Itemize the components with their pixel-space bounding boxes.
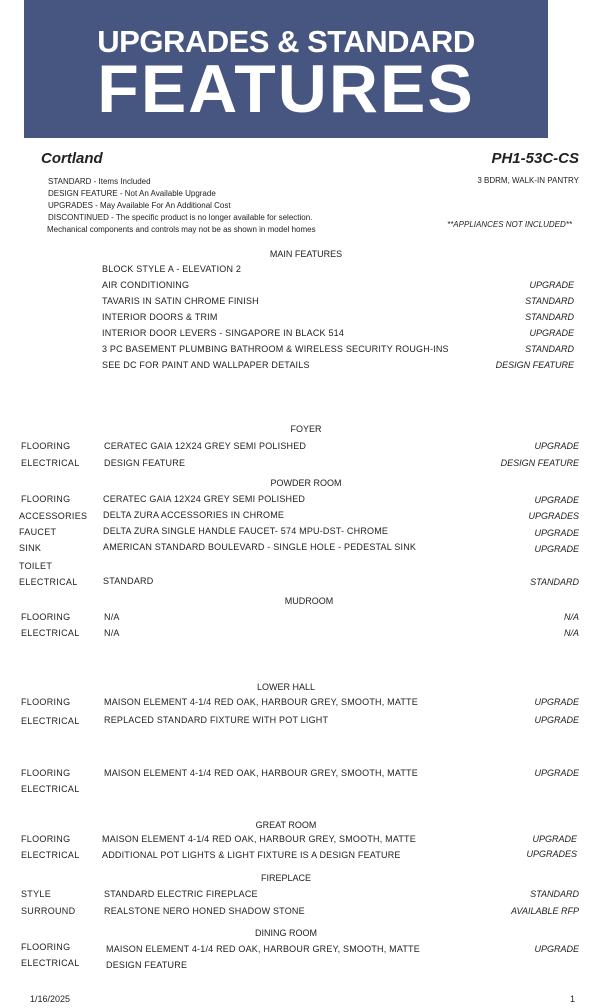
row-category: SURROUND (21, 906, 76, 916)
row-category: FLOORING (21, 697, 71, 707)
row-status: UPGRADE (534, 944, 579, 954)
row-category: ELECTRICAL (21, 716, 80, 726)
feature-desc: AIR CONDITIONING (102, 280, 190, 290)
feature-status: STANDARD (525, 312, 574, 322)
section-title-great-room: GREAT ROOM (255, 820, 317, 830)
page-number: 1 (569, 994, 575, 1004)
row-category: FLOORING (21, 494, 71, 504)
legend-standard: STANDARD - Items Included (48, 177, 151, 186)
row-desc: ADDITIONAL POT LIGHTS & LIGHT FIXTURE IS A DESIGN FEATURE (102, 850, 401, 860)
row-desc: STANDARD ELECTRIC FIREPLACE (104, 889, 258, 899)
row-desc: REALSTONE NERO HONED SHADOW STONE (104, 906, 305, 916)
row-status: UPGRADE (534, 495, 579, 505)
legend-discontinued: DISCONTINUED - The specific product is no longer available for selection. (48, 213, 313, 222)
section-title-powder-room: POWDER ROOM (270, 478, 342, 488)
row-category: ELECTRICAL (21, 628, 80, 638)
row-status: AVAILABLE RFP (510, 906, 579, 916)
model-description: 3 BDRM, WALK-IN PANTRY (477, 176, 579, 185)
row-category: FLOORING (21, 834, 71, 844)
row-status: UPGRADES (528, 511, 579, 521)
feature-desc: BLOCK STYLE A - ELEVATION 2 (102, 264, 242, 274)
row-category: STYLE (21, 889, 52, 899)
row-status: UPGRADE (534, 544, 579, 554)
row-desc: MAISON ELEMENT 4-1/4 RED OAK, HARBOUR GREY, SMOOTH, MATTE (102, 834, 416, 844)
row-desc: CERATEC GAIA 12X24 GREY SEMI POLISHED (103, 494, 306, 504)
row-desc: REPLACED STANDARD FIXTURE WITH POT LIGHT (104, 715, 329, 725)
row-category: SINK (19, 543, 42, 553)
row-status: UPGRADE (534, 528, 579, 538)
feature-status: UPGRADE (529, 328, 574, 338)
banner-line-1: UPGRADES & STANDARD (97, 24, 475, 59)
row-status: STANDARD (530, 577, 579, 587)
section-title-fireplace: FIREPLACE (260, 873, 311, 883)
section-title-foyer: FOYER (290, 424, 322, 434)
row-desc: DELTA ZURA ACCESSORIES IN CHROME (103, 510, 285, 520)
row-status: N/A (563, 628, 579, 638)
row-desc: AMERICAN STANDARD BOULEVARD - SINGLE HOLE - PEDESTAL SINK (103, 542, 417, 552)
row-desc: STANDARD (103, 576, 154, 586)
row-status: UPGRADE (532, 834, 577, 844)
row-status: UPGRADES (526, 849, 577, 859)
feature-status: UPGRADE (529, 280, 574, 290)
row-category: TOILET (19, 561, 53, 571)
banner-line-2: FEATURES (97, 51, 475, 127)
row-category: ELECTRICAL (21, 458, 80, 468)
title-banner (24, 0, 548, 138)
row-desc: MAISON ELEMENT 4-1/4 RED OAK, HARBOUR GREY, SMOOTH, MATTE (104, 768, 418, 778)
row-status: UPGRADE (534, 768, 579, 778)
section-title-main-features: MAIN FEATURES (269, 249, 343, 259)
section-title-dining-room: DINING ROOM (255, 928, 317, 938)
row-category: FAUCET (19, 527, 57, 537)
section-title-mudroom: MUDROOM (284, 596, 334, 606)
legend-mechanical-note: Mechanical components and controls may not be as shown in model homes (47, 225, 316, 234)
row-category: ELECTRICAL (21, 850, 80, 860)
row-category: FLOORING (21, 612, 71, 622)
row-category: FLOORING (21, 768, 71, 778)
row-status: UPGRADE (534, 697, 579, 707)
feature-status: DESIGN FEATURE (495, 360, 574, 370)
row-desc: DESIGN FEATURE (104, 458, 186, 468)
row-status: UPGRADE (534, 715, 579, 725)
feature-desc: SEE DC FOR PAINT AND WALLPAPER DETAILS (102, 360, 310, 370)
row-category: ELECTRICAL (21, 784, 80, 794)
row-status: UPGRADE (534, 441, 579, 451)
row-category: FLOORING (21, 441, 71, 451)
feature-status: STANDARD (525, 344, 574, 354)
row-category: ELECTRICAL (19, 577, 78, 587)
feature-desc: TAVARIS IN SATIN CHROME FINISH (102, 296, 259, 306)
appliances-note: **APPLIANCES NOT INCLUDED** (447, 220, 572, 229)
section-title-lower-hall: LOWER HALL (256, 682, 316, 692)
row-status: DESIGN FEATURE (500, 458, 579, 468)
footer-date: 1/16/2025 (30, 994, 71, 1004)
row-desc: DESIGN FEATURE (106, 960, 188, 970)
row-category: FLOORING (21, 942, 71, 952)
row-desc: CERATEC GAIA 12X24 GREY SEMI POLISHED (104, 441, 307, 451)
row-desc: MAISON ELEMENT 4-1/4 RED OAK, HARBOUR GREY, SMOOTH, MATTE (104, 697, 418, 707)
model-name: Cortland (41, 150, 103, 167)
feature-status: STANDARD (525, 296, 574, 306)
row-category: ELECTRICAL (21, 958, 80, 968)
row-category: ACCESSORIES (19, 511, 88, 521)
row-desc: MAISON ELEMENT 4-1/4 RED OAK, HARBOUR GREY, SMOOTH, MATTE (106, 944, 420, 954)
feature-desc: INTERIOR DOOR LEVERS - SINGAPORE IN BLACK 514 (102, 328, 345, 338)
row-status: N/A (563, 612, 579, 622)
legend-design-feature: DESIGN FEATURE - Not An Available Upgrade (48, 189, 216, 198)
row-desc: N/A (104, 628, 120, 638)
feature-desc: 3 PC BASEMENT PLUMBING BATHROOM & WIRELESS SECURITY ROUGH-INS (102, 344, 449, 354)
model-code: PH1-53C-CS (491, 150, 579, 167)
row-desc: N/A (104, 612, 120, 622)
row-status: STANDARD (530, 889, 579, 899)
row-desc: DELTA ZURA SINGLE HANDLE FAUCET- 574 MPU-DST- CHROME (103, 526, 389, 536)
legend-upgrades: UPGRADES - May Available For An Additional Cost (48, 201, 231, 210)
feature-desc: INTERIOR DOORS & TRIM (102, 312, 218, 322)
